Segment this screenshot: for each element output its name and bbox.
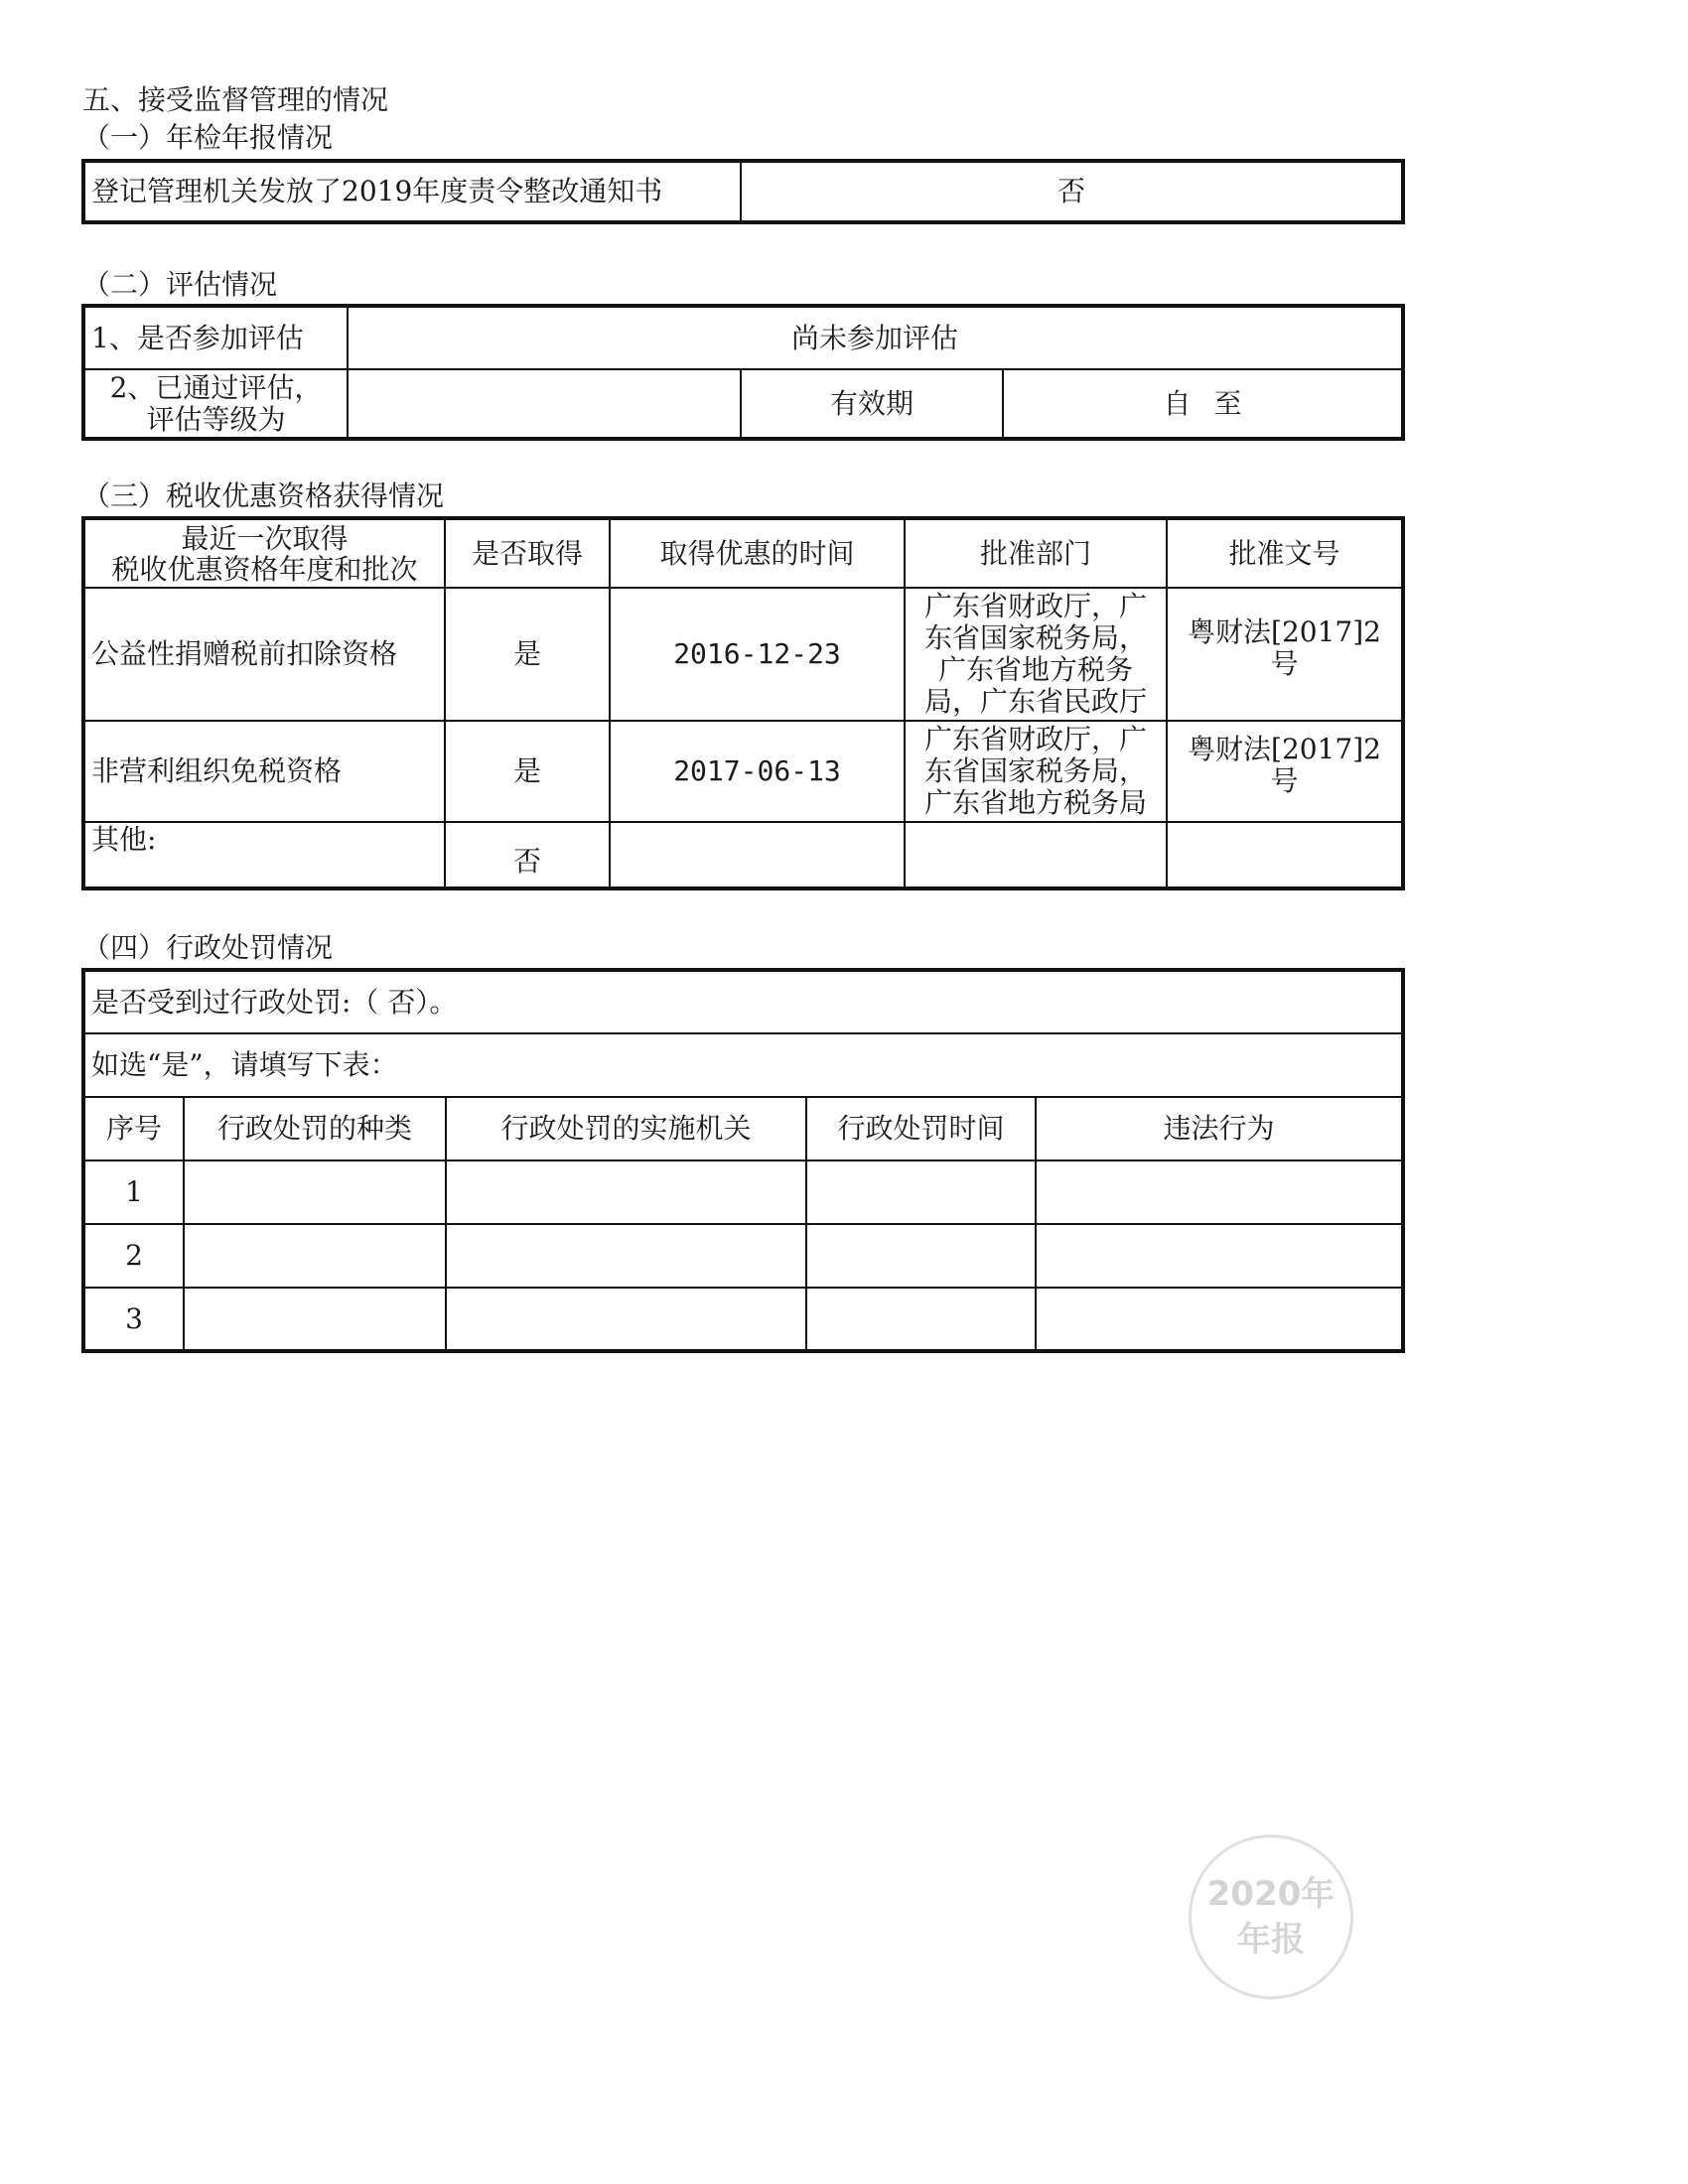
tax-row-dept bbox=[905, 588, 1167, 721]
penalty-header-time: 行政处罚时间 bbox=[806, 1097, 1036, 1160]
penalty-row-type bbox=[184, 1288, 446, 1351]
tax-row-dept-line: 广东省财政厅，广 bbox=[923, 723, 1147, 755]
table-row bbox=[83, 721, 1403, 822]
evaluation-grade-label bbox=[83, 369, 348, 439]
tax-row-obtained: 是 bbox=[445, 588, 610, 721]
tax-row-doc-line: 粤财法[2017]2 bbox=[1188, 615, 1381, 648]
tax-header-date: 取得优惠的时间 bbox=[610, 518, 905, 588]
evaluation-grade-label-line1: 2、已通过评估， bbox=[109, 370, 323, 404]
tax-row-date bbox=[610, 822, 905, 888]
tax-row-name: 其他: bbox=[83, 822, 445, 888]
penalty-row-time bbox=[806, 1160, 1036, 1224]
penalty-header-authority: 行政处罚的实施机关 bbox=[446, 1097, 806, 1160]
tax-row-doc-line: 粤财法[2017]2 bbox=[1188, 733, 1381, 765]
tax-row-date: 2017-06-13 bbox=[610, 721, 905, 822]
tax-header-doc: 批准文号 bbox=[1167, 518, 1403, 588]
tax-header-period bbox=[83, 518, 445, 588]
tax-row-dept-line: 广东省财政厅，广 bbox=[923, 590, 1147, 622]
penalty-row-time bbox=[806, 1288, 1036, 1351]
validity-label: 有效期 bbox=[741, 369, 1003, 439]
table-row bbox=[83, 822, 1403, 888]
tax-header-period-line2: 税收优惠资格年度和批次 bbox=[111, 552, 418, 586]
penalty-row-violation bbox=[1036, 1160, 1403, 1224]
annual-report-stamp bbox=[1189, 1835, 1353, 1999]
penalty-header-violation: 违法行为 bbox=[1036, 1097, 1403, 1160]
table-row bbox=[83, 1224, 1403, 1288]
penalty-heading: （四）行政处罚情况 bbox=[82, 931, 334, 964]
tax-header-obtained: 是否取得 bbox=[445, 518, 610, 588]
table-row bbox=[83, 588, 1403, 721]
tax-row-dept-line: 东省国家税务局， bbox=[923, 621, 1147, 654]
tax-row-name: 公益性捐赠税前扣除资格 bbox=[83, 588, 445, 721]
tax-row-dept-line: 广东省地方税务局 bbox=[923, 786, 1147, 819]
table-row bbox=[83, 1160, 1403, 1224]
annual-question: 登记管理机关发放了2019年度责令整改通知书 bbox=[83, 161, 741, 222]
penalty-row-no: 3 bbox=[83, 1288, 184, 1351]
penalty-row-authority bbox=[446, 1224, 806, 1288]
tax-row-dept bbox=[905, 721, 1167, 822]
tax-row-dept-line: 东省国家税务局， bbox=[923, 754, 1147, 787]
annual-heading: （一）年检年报情况 bbox=[82, 121, 334, 154]
penalty-question: 是否受到过行政处罚:（ 否）。 bbox=[83, 970, 1403, 1033]
penalty-table bbox=[81, 968, 1405, 1353]
penalty-row-authority bbox=[446, 1160, 806, 1224]
validity-value: 自 至 bbox=[1003, 369, 1403, 439]
penalty-row-no: 2 bbox=[83, 1224, 184, 1288]
tax-row-dept-line: 局，广东省民政厅 bbox=[923, 685, 1147, 718]
tax-row-date: 2016-12-23 bbox=[610, 588, 905, 721]
tax-row-doc-line: 号 bbox=[1270, 764, 1299, 797]
tax-row-obtained: 是 bbox=[445, 721, 610, 822]
evaluation-grade-label-line2: 评估等级为 bbox=[146, 402, 286, 436]
tax-table bbox=[81, 516, 1405, 890]
tax-row-doc bbox=[1167, 588, 1403, 721]
penalty-row-violation bbox=[1036, 1288, 1403, 1351]
tax-row-obtained: 否 bbox=[445, 822, 610, 888]
tax-header-dept: 批准部门 bbox=[905, 518, 1167, 588]
penalty-header-no: 序号 bbox=[83, 1097, 184, 1160]
penalty-row-time bbox=[806, 1224, 1036, 1288]
stamp-line1: 2020年 bbox=[1206, 1874, 1336, 1914]
table-row bbox=[83, 1288, 1403, 1351]
penalty-row-type bbox=[184, 1160, 446, 1224]
tax-heading: （三）税收优惠资格获得情况 bbox=[82, 479, 445, 512]
evaluation-participation-label: 1、是否参加评估 bbox=[83, 306, 348, 369]
penalty-row-authority bbox=[446, 1288, 806, 1351]
tax-row-doc-line: 号 bbox=[1270, 647, 1299, 680]
evaluation-table bbox=[81, 304, 1405, 441]
penalty-row-no: 1 bbox=[83, 1160, 184, 1224]
annual-table bbox=[81, 159, 1405, 224]
stamp-line2: 年报 bbox=[1237, 1920, 1305, 1960]
evaluation-heading: （二）评估情况 bbox=[82, 268, 278, 301]
section-title: 五、接受监督管理的情况 bbox=[82, 83, 389, 116]
annual-answer: 否 bbox=[741, 161, 1403, 222]
evaluation-grade-value bbox=[348, 369, 741, 439]
penalty-row-type bbox=[184, 1224, 446, 1288]
tax-row-dept-line: 广东省地方税务 bbox=[937, 653, 1133, 686]
tax-row-doc bbox=[1167, 721, 1403, 822]
tax-row-dept bbox=[905, 822, 1167, 888]
penalty-header-type: 行政处罚的种类 bbox=[184, 1097, 446, 1160]
penalty-instruction: 如选“是”，请填写下表： bbox=[83, 1033, 1403, 1097]
evaluation-participation-value: 尚未参加评估 bbox=[348, 306, 1403, 369]
penalty-row-violation bbox=[1036, 1224, 1403, 1288]
tax-row-name: 非营利组织免税资格 bbox=[83, 721, 445, 822]
tax-header-period-line1: 最近一次取得 bbox=[181, 521, 349, 555]
tax-row-doc bbox=[1167, 822, 1403, 888]
